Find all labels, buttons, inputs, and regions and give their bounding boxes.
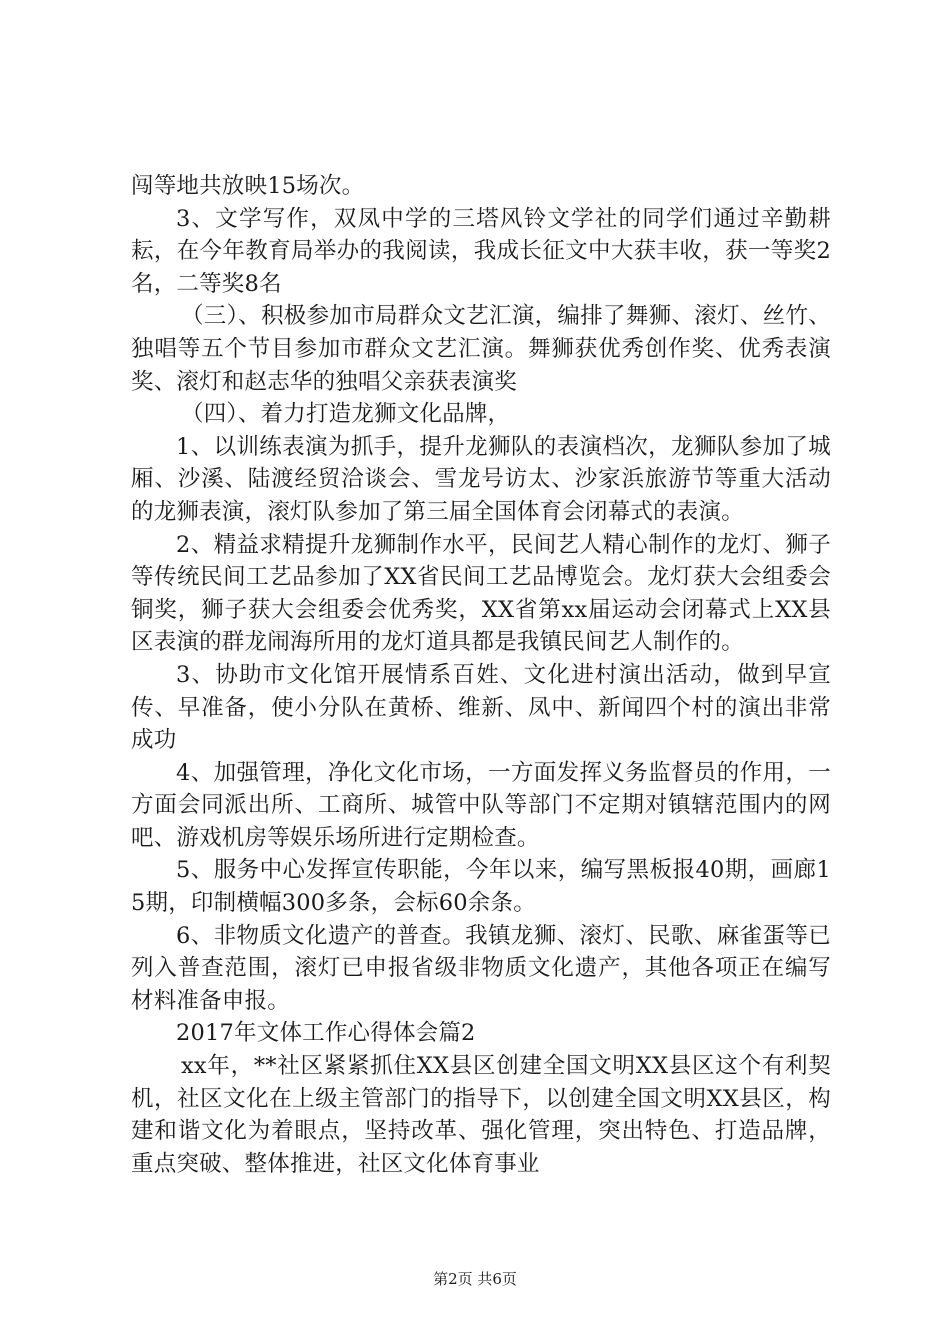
paragraph-item-3-culture-village: 3、协助市文化馆开展情系百姓、文化进村演出活动，做到早宣传、早准备，使小分队在黄桥、维新、凤中、新闻四个村的演出非常成功 [131, 661, 831, 754]
page-number-footer: 第2页 共6页 [433, 1270, 517, 1288]
paragraph-section-three: （三）、积极参加市局群众文艺汇演，编排了舞狮、滚灯、丝竹、独唱等五个节目参加市群众文艺汇演。舞狮获优秀创作奖、优秀表演奖、滚灯和赵志华的独唱父亲获表演奖 [131, 303, 831, 395]
paragraph-item-4-market: 4、加强管理，净化文化市场，一方面发挥义务监督员的作用，一方面会同派出所、工商所、城管中队等部门不定期对镇辖范围内的网吧、游戏机房等娱乐场所进行定期检查。 [131, 759, 831, 851]
paragraph-item-1-training: 1、以训练表演为抓手，提升龙狮队的表演档次，龙狮队参加了城厢、沙溪、陆渡经贸洽谈会、雪龙号访太、沙家浜旅游节等重大活动的龙狮表演，滚灯队参加了第三届全国体育会闭幕式的表演。 [131, 433, 831, 525]
paragraph-section-four-heading: （四）、着力打造龙狮文化品牌， [181, 401, 511, 428]
paragraph-literary-writing: 3、文学写作，双凤中学的三塔风铃文学社的同学们通过辛勤耕耘，在今年教育局举办的我阅读，我成长征文中大获丰收，获一等奖2名，二等奖8名 [131, 205, 831, 297]
paragraph-item-6-heritage: 6、非物质文化遗产的普查。我镇龙狮、滚灯、民歌、麻雀蛋等已列入普查范围，滚灯已申报省级非物质文化遗产，其他各项正在编写材料准备申报。 [131, 922, 831, 1014]
paragraph-community-culture: xx年，**社区紧紧抓住XX县区创建全国文明XX县区这个有利契机，社区文化在上级主管部门的指导下，以创建全国文明XX县区，构建和谐文化为着眼点，坚持改革、强化管理，突出特色、打造品牌，重点突破、整体推进，社区文化体育事业 [131, 1053, 831, 1177]
section-title-part-2: 2017年文体工作心得体会篇2 [176, 1020, 476, 1047]
paragraph-item-2-craft: 2、精益求精提升龙狮制作水平，民间艺人精心制作的龙灯、狮子等传统民间工艺品参加了XX省民间工艺品博览会。龙灯获大会组委会铜奖，狮子获大会组委会优秀奖，XX省第xx届运动会闭幕式上XX县区表演的群龙闹海所用的龙灯道具都是我镇民间艺人制作的。 [131, 531, 831, 656]
document-body [131, 170, 831, 1180]
paragraph-item-5-service: 5、服务中心发挥宣传职能，今年以来，编写黑板报40期，画廊15期，印制横幅300多条，会标60余条。 [131, 857, 831, 917]
paragraph-screening-count: 闯等地共放映15场次。 [131, 173, 365, 199]
